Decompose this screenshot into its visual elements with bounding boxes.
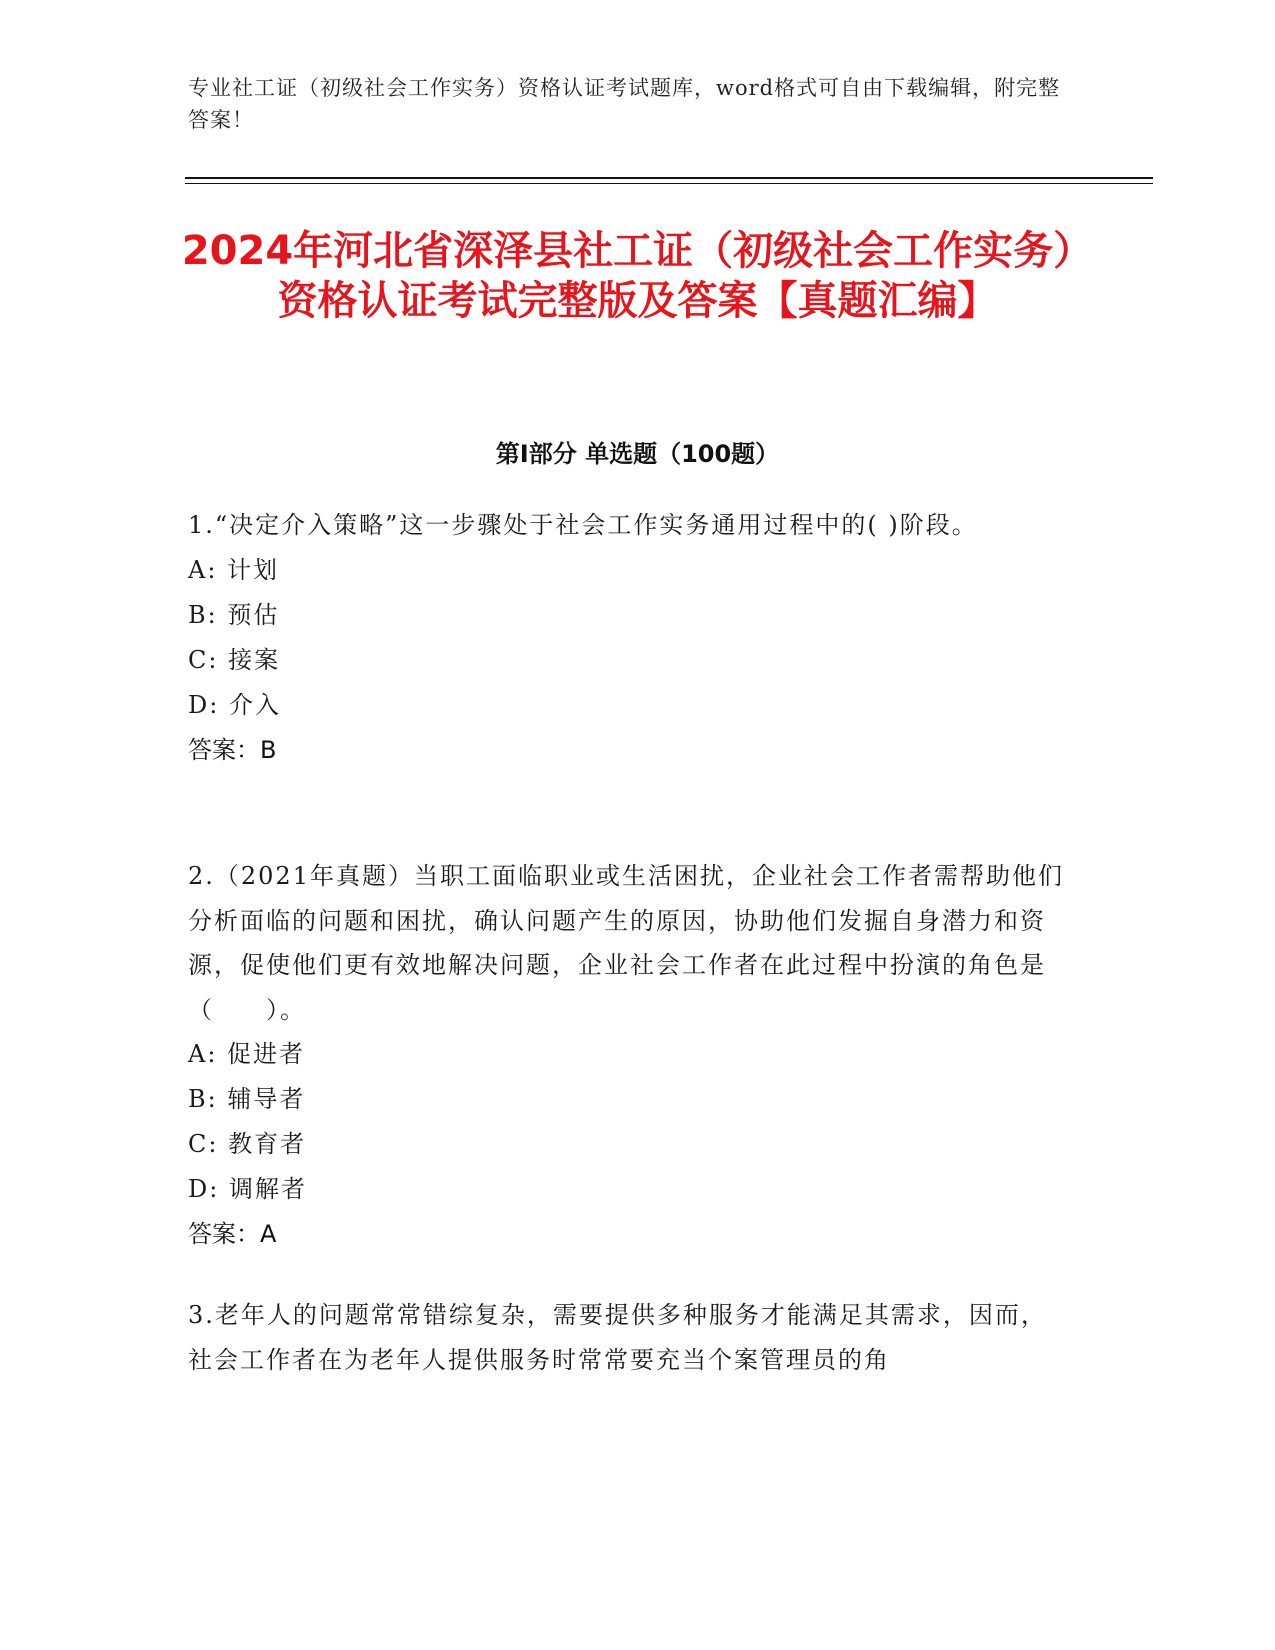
option-b: B: 辅导者 bbox=[188, 1085, 306, 1113]
option-c: C: 接案 bbox=[188, 645, 281, 674]
header-note: 专业社工证（初级社会工作实务）资格认证考试题库，word格式可自由下载编辑，附完整答案！ bbox=[188, 76, 1061, 132]
answer: 答案：B bbox=[188, 735, 277, 764]
option-d: D: 调解者 bbox=[188, 1175, 307, 1203]
question-2 bbox=[188, 854, 1068, 1257]
question-stem: 2.（2021年真题）当职工面临职业或生活困扰，企业社会工作者需帮助他们分析面临的问题和困扰，确认问题产生的原因，协助他们发掘自身潜力和资源，促使他们更有效地解决问题，企业社会工作者在此过程中扮演的角色是（ ）。 bbox=[188, 862, 1064, 1024]
section-heading: 第I部分 单选题（100题） bbox=[495, 440, 780, 468]
document-title: 2024年河北省深泽县社工证（初级社会工作实务）资格认证考试完整版及答案【真题汇编】 bbox=[181, 228, 1094, 324]
question-stem: 3.老年人的问题常常错综复杂，需要提供多种服务才能满足其需求，因而，社会工作者在为老年人提供服务时常常要充当个案管理员的角 bbox=[188, 1301, 1047, 1374]
option-c: C: 教育者 bbox=[188, 1130, 307, 1158]
question-1 bbox=[188, 503, 1068, 773]
header-rule-thin bbox=[185, 183, 1153, 184]
option-b: B: 预估 bbox=[188, 600, 280, 629]
option-a: A: 促进者 bbox=[188, 1040, 306, 1068]
option-d: D: 介入 bbox=[188, 690, 281, 719]
header-rule-thick bbox=[185, 177, 1153, 179]
answer: 答案：A bbox=[188, 1220, 277, 1248]
option-a: A: 计划 bbox=[188, 555, 280, 584]
question-stem: 1.“决定介入策略”这一步骤处于社会工作实务通用过程中的( )阶段。 bbox=[188, 511, 978, 539]
question-3 bbox=[188, 1293, 1068, 1382]
